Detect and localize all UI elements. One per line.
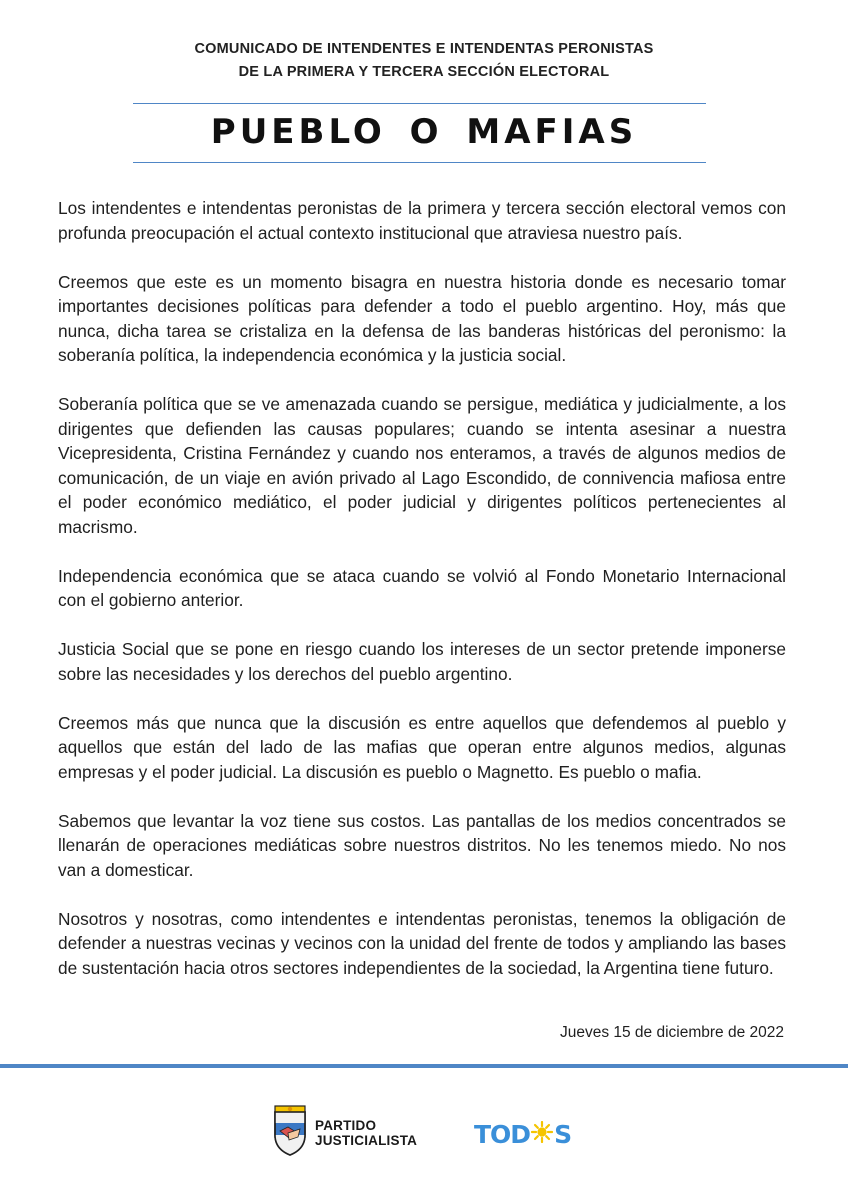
document-body — [58, 196, 786, 1005]
pj-wordmark — [315, 1118, 417, 1148]
title-rule-bottom — [133, 162, 706, 163]
paragraph: Nosotros y nosotras, como intendentes e intendentas peronistas, tenemos la obligación de defender a nuestras vecinas y vecinos con la unidad del frente de todos y ampliando las bases de sustentación hacia otros sectores independientes de la sociedad, la Argentina tiene futuro. — [58, 908, 786, 978]
document-date: Jueves 15 de diciembre de 2022 — [559, 1024, 784, 1041]
pj-line-1: PARTIDO — [315, 1118, 377, 1133]
paragraph: Justicia Social que se pone en riesgo cuando los intereses de un sector pretende imponerse sobre las necesidades y los derechos del pueblo argentino. — [58, 639, 786, 684]
header-line-1: COMUNICADO DE INTENDENTES E INTENDENTAS PERONISTAS — [194, 41, 654, 57]
todos-left: TOD — [474, 1119, 531, 1149]
paragraph: Soberanía política que se ve amenazada cuando se persigue, mediática y judicialmente, a los dirigentes que defienden las causas populares; cuando se intenta asesinar a nuestra Vicepresidenta, Cristina Fernández y cuando nos enteramos, a través de algunos medios de comunicación, de un viaje en avión privado al Lago Escondido, de connivencia mafiosa entre el poder económico mediático, el poder judicial y dirigentes políticos pertenecientes al macrismo. — [58, 394, 786, 537]
footer-logos — [0, 1105, 848, 1165]
pj-shield-icon — [272, 1105, 308, 1161]
paragraph: Independencia económica que se ataca cuando se volvió al Fondo Monetario Internacional con el gobierno anterior. — [58, 565, 786, 610]
paragraph: Sabemos que levantar la voz tiene sus costos. Las pantallas de los medios concentrados se llenarán de operaciones mediáticas sobre nuestros distritos. No les tenemos miedo. No nos van a domesticar. — [58, 810, 786, 880]
page-title: PUEBLO O MAFIAS — [210, 112, 638, 152]
paragraph: Creemos más que nunca que la discusión es entre aquellos que defendemos al pueblo y aquellos que están del lado de las mafias que operan entre algunos medios, algunas empresas y el poder judicial. La discusión es pueblo o Magnetto. Es pueblo o mafia. — [58, 712, 786, 782]
todos-sun-icon — [531, 1120, 553, 1149]
todos-right: S — [554, 1119, 572, 1149]
paragraph: Los intendentes e intendentas peronistas de la primera y tercera sección electoral vemos con profunda preocupación el actual contexto institucional que atraviesa nuestro país. — [58, 198, 786, 243]
title-rule-top — [133, 103, 706, 104]
todos-wordmark — [474, 1119, 571, 1149]
footer-rule — [0, 1064, 848, 1068]
document-header — [0, 38, 848, 84]
pj-line-2: JUSTICIALISTA — [315, 1133, 418, 1148]
header-line-2: DE LA PRIMERA Y TERCERA SECCIÓN ELECTORAL — [238, 64, 610, 80]
paragraph: Creemos que este es un momento bisagra en nuestra historia donde es necesario tomar importantes decisiones políticas para defender a todo el pueblo argentino. Hoy, más que nunca, dicha tarea se cristaliza en la defensa de las banderas históricas del peronismo: la soberanía política, la independencia económica y la justicia social. — [58, 271, 786, 365]
